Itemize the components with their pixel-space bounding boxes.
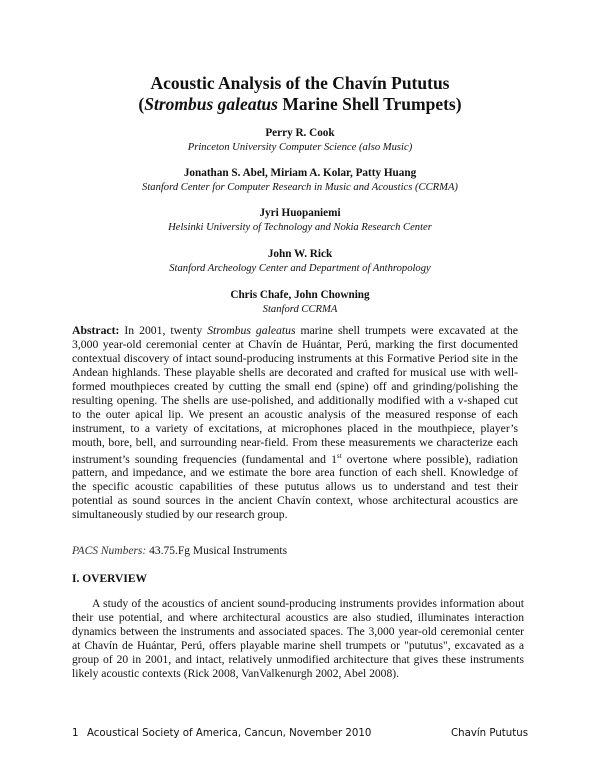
author-names: John W. Rick <box>267 248 333 260</box>
footer-short-title: Chavín Pututus <box>451 728 528 739</box>
page-number: 1 <box>72 728 79 739</box>
abstract-text-1: In 2001, twenty <box>119 324 208 337</box>
author-affiliation: Stanford CCRMA <box>262 304 338 315</box>
abstract <box>72 324 518 522</box>
author-names: Jyri Huopaniemi <box>259 207 341 219</box>
abstract-text-2: marine shell trumpets were excavated at the 3,000 year-old ceremonial center at Chavín de Huántar, Perú, marking the first documented contextual discovery of intact sound-producing instruments at this Formative Period site in the Andean highlands. These playable shells are decorated and crafted for musical use with well-formed mouthpieces created by cutting the small end (spine) off and grinding/polishing the resulting opening. The shells are use-polished, and additionally modified with a v-shaped cut to the outer apical lip. We present an acoustic analysis of the measured response of each instrument, to a variety of excitations, at microphones placed in the mouthpiece, player’s mouth, bore, bell, and surrounding near-field. From these measurements we characterize each instrument’s sounding frequencies (fundamental and 1 <box>72 324 518 466</box>
pacs-value: 43.75.Fg Musical Instruments <box>146 545 288 557</box>
paper-title-line2 <box>40 94 560 115</box>
title-species: Strombus galeatus <box>144 94 278 114</box>
footer-venue: Acoustical Society of America, Cancun, November 2010 <box>87 728 372 739</box>
author-names: Chris Chafe, John Chowning <box>230 289 370 301</box>
abstract-text-3: overtone where possible), radiation pattern, and impedance, and we estimate the bore area function of each shell. Knowledge of the specific acoustic capabilities of these pututus allows us to understand and test their potential as sound sources in the ancient Chavín context, whose architectural acoustics are simultaneously studied by our research group. <box>72 452 519 522</box>
author-affiliation: Helsinki University of Technology and Nokia Research Center <box>168 222 432 233</box>
pacs-numbers <box>72 544 532 558</box>
pacs-label: PACS Numbers: <box>72 545 147 557</box>
author-names: Perry R. Cook <box>265 127 335 139</box>
title-open-paren: ( <box>138 94 145 114</box>
abstract-superscript: st <box>336 451 342 460</box>
author-affiliation: Princeton University Computer Science (also Music) <box>187 142 413 153</box>
abstract-label: Abstract: <box>72 324 120 337</box>
section-heading: I. OVERVIEW <box>72 573 147 585</box>
author-affiliation: Stanford Center for Computer Research in Music and Acoustics (CCRMA) <box>142 182 458 193</box>
paper-title-line1: Acoustic Analysis of the Chavín Pututus <box>150 73 450 93</box>
abstract-species: Strombus galeatus <box>207 324 296 337</box>
author-names: Jonathan S. Abel, Miriam A. Kolar, Patty Huang <box>183 167 417 179</box>
title-line2-rest: Marine Shell Trumpets) <box>277 94 462 114</box>
author-affiliation: Stanford Archeology Center and Department of Anthropology <box>169 263 431 274</box>
body-paragraph: A study of the acoustics of ancient sound-producing instruments provides information about their use potential, and where architectural acoustics are also studied, illuminates interaction dynamics between the instruments and associated spaces. The 3,000 year-old ceremonial center at Chavín de Huántar, Perú, offers playable marine shell trumpets or "pututus", excavated as a group of 20 in 2001, and intact, relatively unmodified architecture that gives these instruments likely acoustic contexts (Rick 2008, VanValkenurgh 2002, Abel 2008). <box>72 597 524 680</box>
